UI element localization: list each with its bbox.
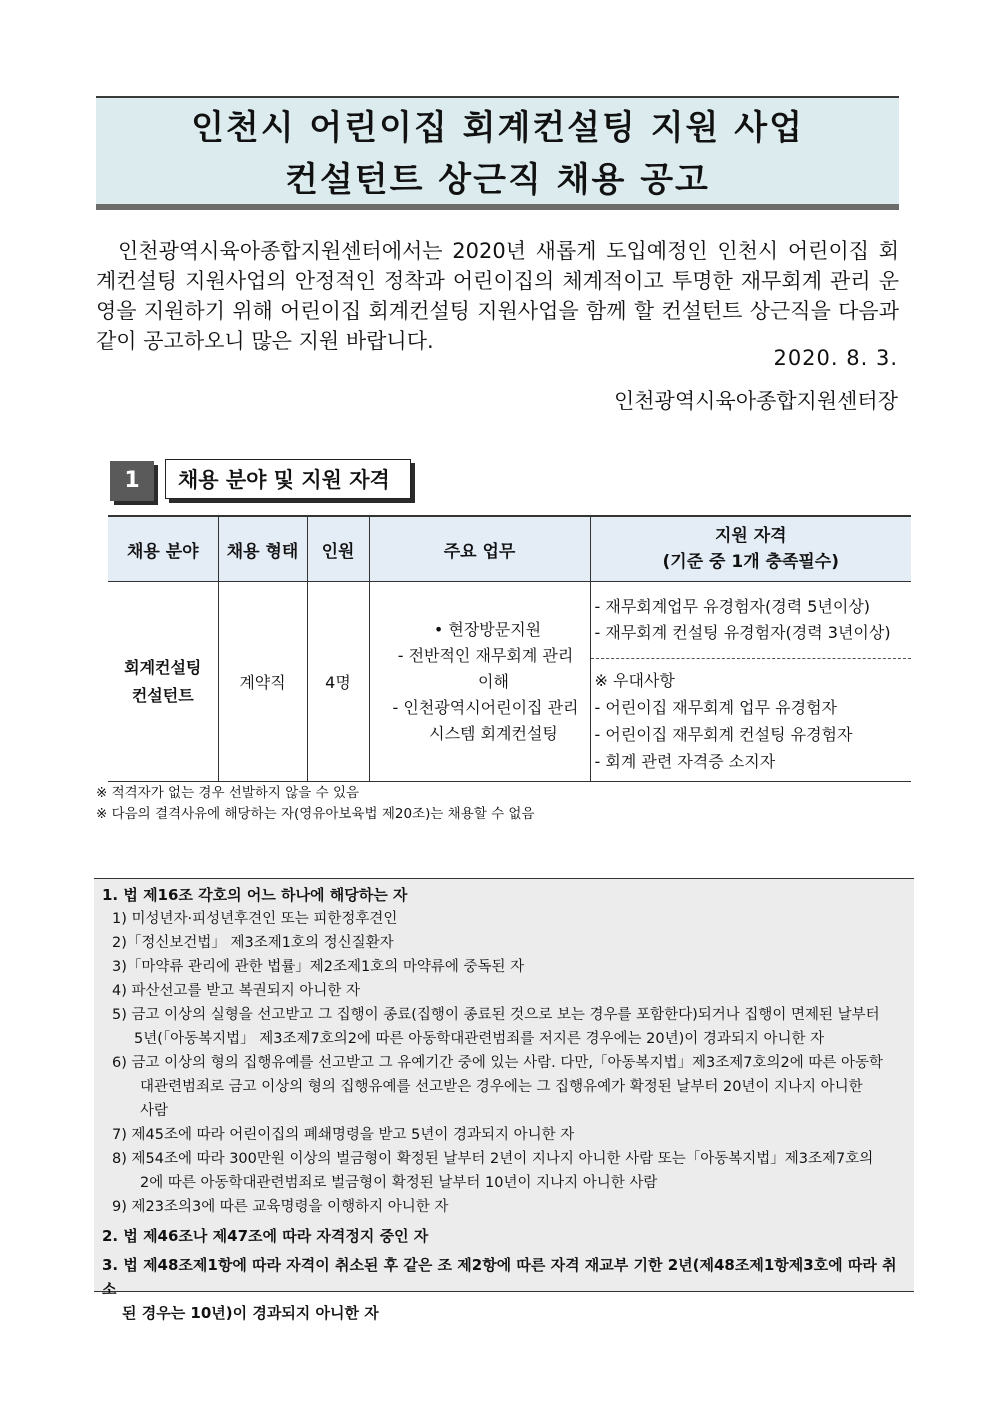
field-line: 컨설턴트: [131, 685, 194, 705]
section-number: 1: [110, 461, 154, 501]
recruit-table: [108, 515, 911, 782]
intro-text: 인천광역시육아종합지원센터에서는 2020년 새롭게 도입예정인 인천시 어린이집 회계컨설팅 지원사업의 안정적인 정착과 어린이집의 체계적이고 투명한 재무회계 관리 운영을 지원하기 위해 어린이집 회계컨설팅 지원사업을 함께 할 컨설턴트 상근직을 다음과 같이 공고하오니 많은 지원 바랍니다.: [96, 239, 899, 353]
disqualification-heading-cont: 된 경우는 10년)이 경과되지 아니한 자: [122, 1304, 379, 1322]
disqualification-item: 3)「마약류 관리에 관한 법률」제2조제1호의 마약류에 중독된 자: [112, 959, 525, 975]
preferred-item: - 어린이집 재무회계 업무 유경험자: [594, 698, 838, 717]
note-item: ※ 적격자가 없는 경우 선발하지 않을 수 있음: [96, 785, 360, 801]
title-box: [96, 96, 899, 210]
table-row: [108, 582, 911, 782]
disqualification-item: 5) 금고 이상의 실형을 선고받고 그 집행이 종료(집행이 종료된 것으로 보는 경우를 포함한다)되거나 집행이 면제된 날부터: [112, 1007, 880, 1023]
signer: 인천광역시육아종합지원센터장: [613, 389, 898, 413]
disqualification-heading: 1. 법 제16조 각호의 어느 하나에 해당하는 자: [102, 886, 408, 904]
section-title: 채용 분야 및 지원 자격: [165, 459, 411, 499]
cell-count: 4명: [307, 582, 369, 782]
duty-item: • 현장방문지원: [433, 619, 542, 639]
table-header-row: [108, 516, 911, 582]
disqualification-heading: 2. 법 제46조나 제47조에 따라 자격정지 중인 자: [102, 1227, 429, 1245]
disqualification-item-cont: 사람: [140, 1103, 169, 1119]
cell-qualification: [590, 582, 911, 782]
notes: [96, 783, 535, 825]
duty-item: - 전반적인 재무회계 관리: [397, 645, 574, 665]
disqualification-item-cont: 대관련범죄로 금고 이상의 형의 집행유예를 선고받은 경우에는 그 집행유예가 확정된 날부터 20년이 지나지 아니한: [140, 1079, 863, 1095]
disqualification-heading: 3. 법 제48조제1항에 따라 자격이 취소된 후 같은 조 제2항에 따른 자격 재교부 기한 2년(제48조제1항제3호에 따라 취소: [102, 1256, 897, 1298]
disqualification-box: [94, 878, 914, 1322]
header-duties: 주요 업무: [369, 516, 590, 582]
header-qualification-sub: (기준 중 1개 충족필수): [662, 552, 839, 572]
field-line: 회계컨설팅: [124, 657, 202, 677]
header-qualification: [590, 516, 911, 582]
preferred-qualifications: [591, 659, 912, 781]
disqualification-item: 7) 제45조에 따라 어린이집의 폐쇄명령을 받고 5년이 경과되지 아니한 자: [112, 1127, 575, 1143]
header-type: 채용 형태: [218, 516, 307, 582]
qualification-item: - 재무회계업무 유경험자(경력 5년이상): [594, 597, 871, 616]
preferred-item: - 회계 관련 자격증 소지자: [594, 752, 776, 771]
preferred-heading: ※ 우대사항: [594, 671, 675, 690]
cell-type: 계약직: [218, 582, 307, 782]
page-title: 인천시 어린이집 회계컨설팅 지원 사업: [191, 108, 804, 148]
disqualification-item: 9) 제23조의3에 따른 교육명령을 이행하지 아니한 자: [112, 1199, 449, 1215]
disqualification-item: 8) 제54조에 따라 300만원 이상의 벌금형이 확정된 날부터 2년이 지나지 아니한 사람 또는「아동복지법」제3조제7호의: [112, 1151, 874, 1167]
cell-duties: [369, 582, 590, 782]
disqualification-item-cont: 2에 따른 아동학대관련범죄로 벌금형이 확정된 날부터 10년이 지나지 아니한 사람: [140, 1175, 658, 1191]
header-qualification-title: 지원 자격: [714, 526, 787, 546]
note-item: ※ 다음의 결격사유에 해당하는 자(영유아보육법 제20조)는 채용할 수 없음: [96, 806, 535, 822]
cell-field: [108, 582, 218, 782]
announcement-date: 2020. 8. 3.: [773, 346, 898, 370]
required-qualifications: [591, 582, 912, 659]
header-count: 인원: [307, 516, 369, 582]
disqualification-item: 2)「정신보건법」 제3조제1호의 정신질환자: [112, 935, 394, 951]
page-subtitle: 컨설턴트 상근직 채용 공고: [285, 160, 710, 200]
intro-paragraph: [96, 236, 899, 356]
header-field: 채용 분야: [108, 516, 218, 582]
qualification-item: - 재무회계 컨설팅 유경험자(경력 3년이상): [594, 623, 891, 642]
disqualification-item: 6) 금고 이상의 형의 집행유예를 선고받고 그 유예기간 중에 있는 사람. 다만,「아동복지법」제3조제7호의2에 따른 아동학: [112, 1055, 884, 1071]
duty-item: 이해: [478, 671, 509, 691]
disqualification-item-cont: 5년(「아동복지법」 제3조제7호의2에 따른 아동학대관련범죄를 저지른 경우에는 20년)이 경과되지 아니한 자: [134, 1031, 825, 1047]
disqualification-item: 1) 미성년자·피성년후견인 또는 피한정후견인: [112, 911, 398, 927]
duty-item: - 인천광역시어린이집 관리: [392, 697, 579, 717]
disqualification-item: 4) 파산선고를 받고 복권되지 아니한 자: [112, 983, 361, 999]
duty-item: 시스템 회계컨설팅: [429, 723, 558, 743]
preferred-item: - 어린이집 재무회계 컨설팅 유경험자: [594, 725, 853, 744]
